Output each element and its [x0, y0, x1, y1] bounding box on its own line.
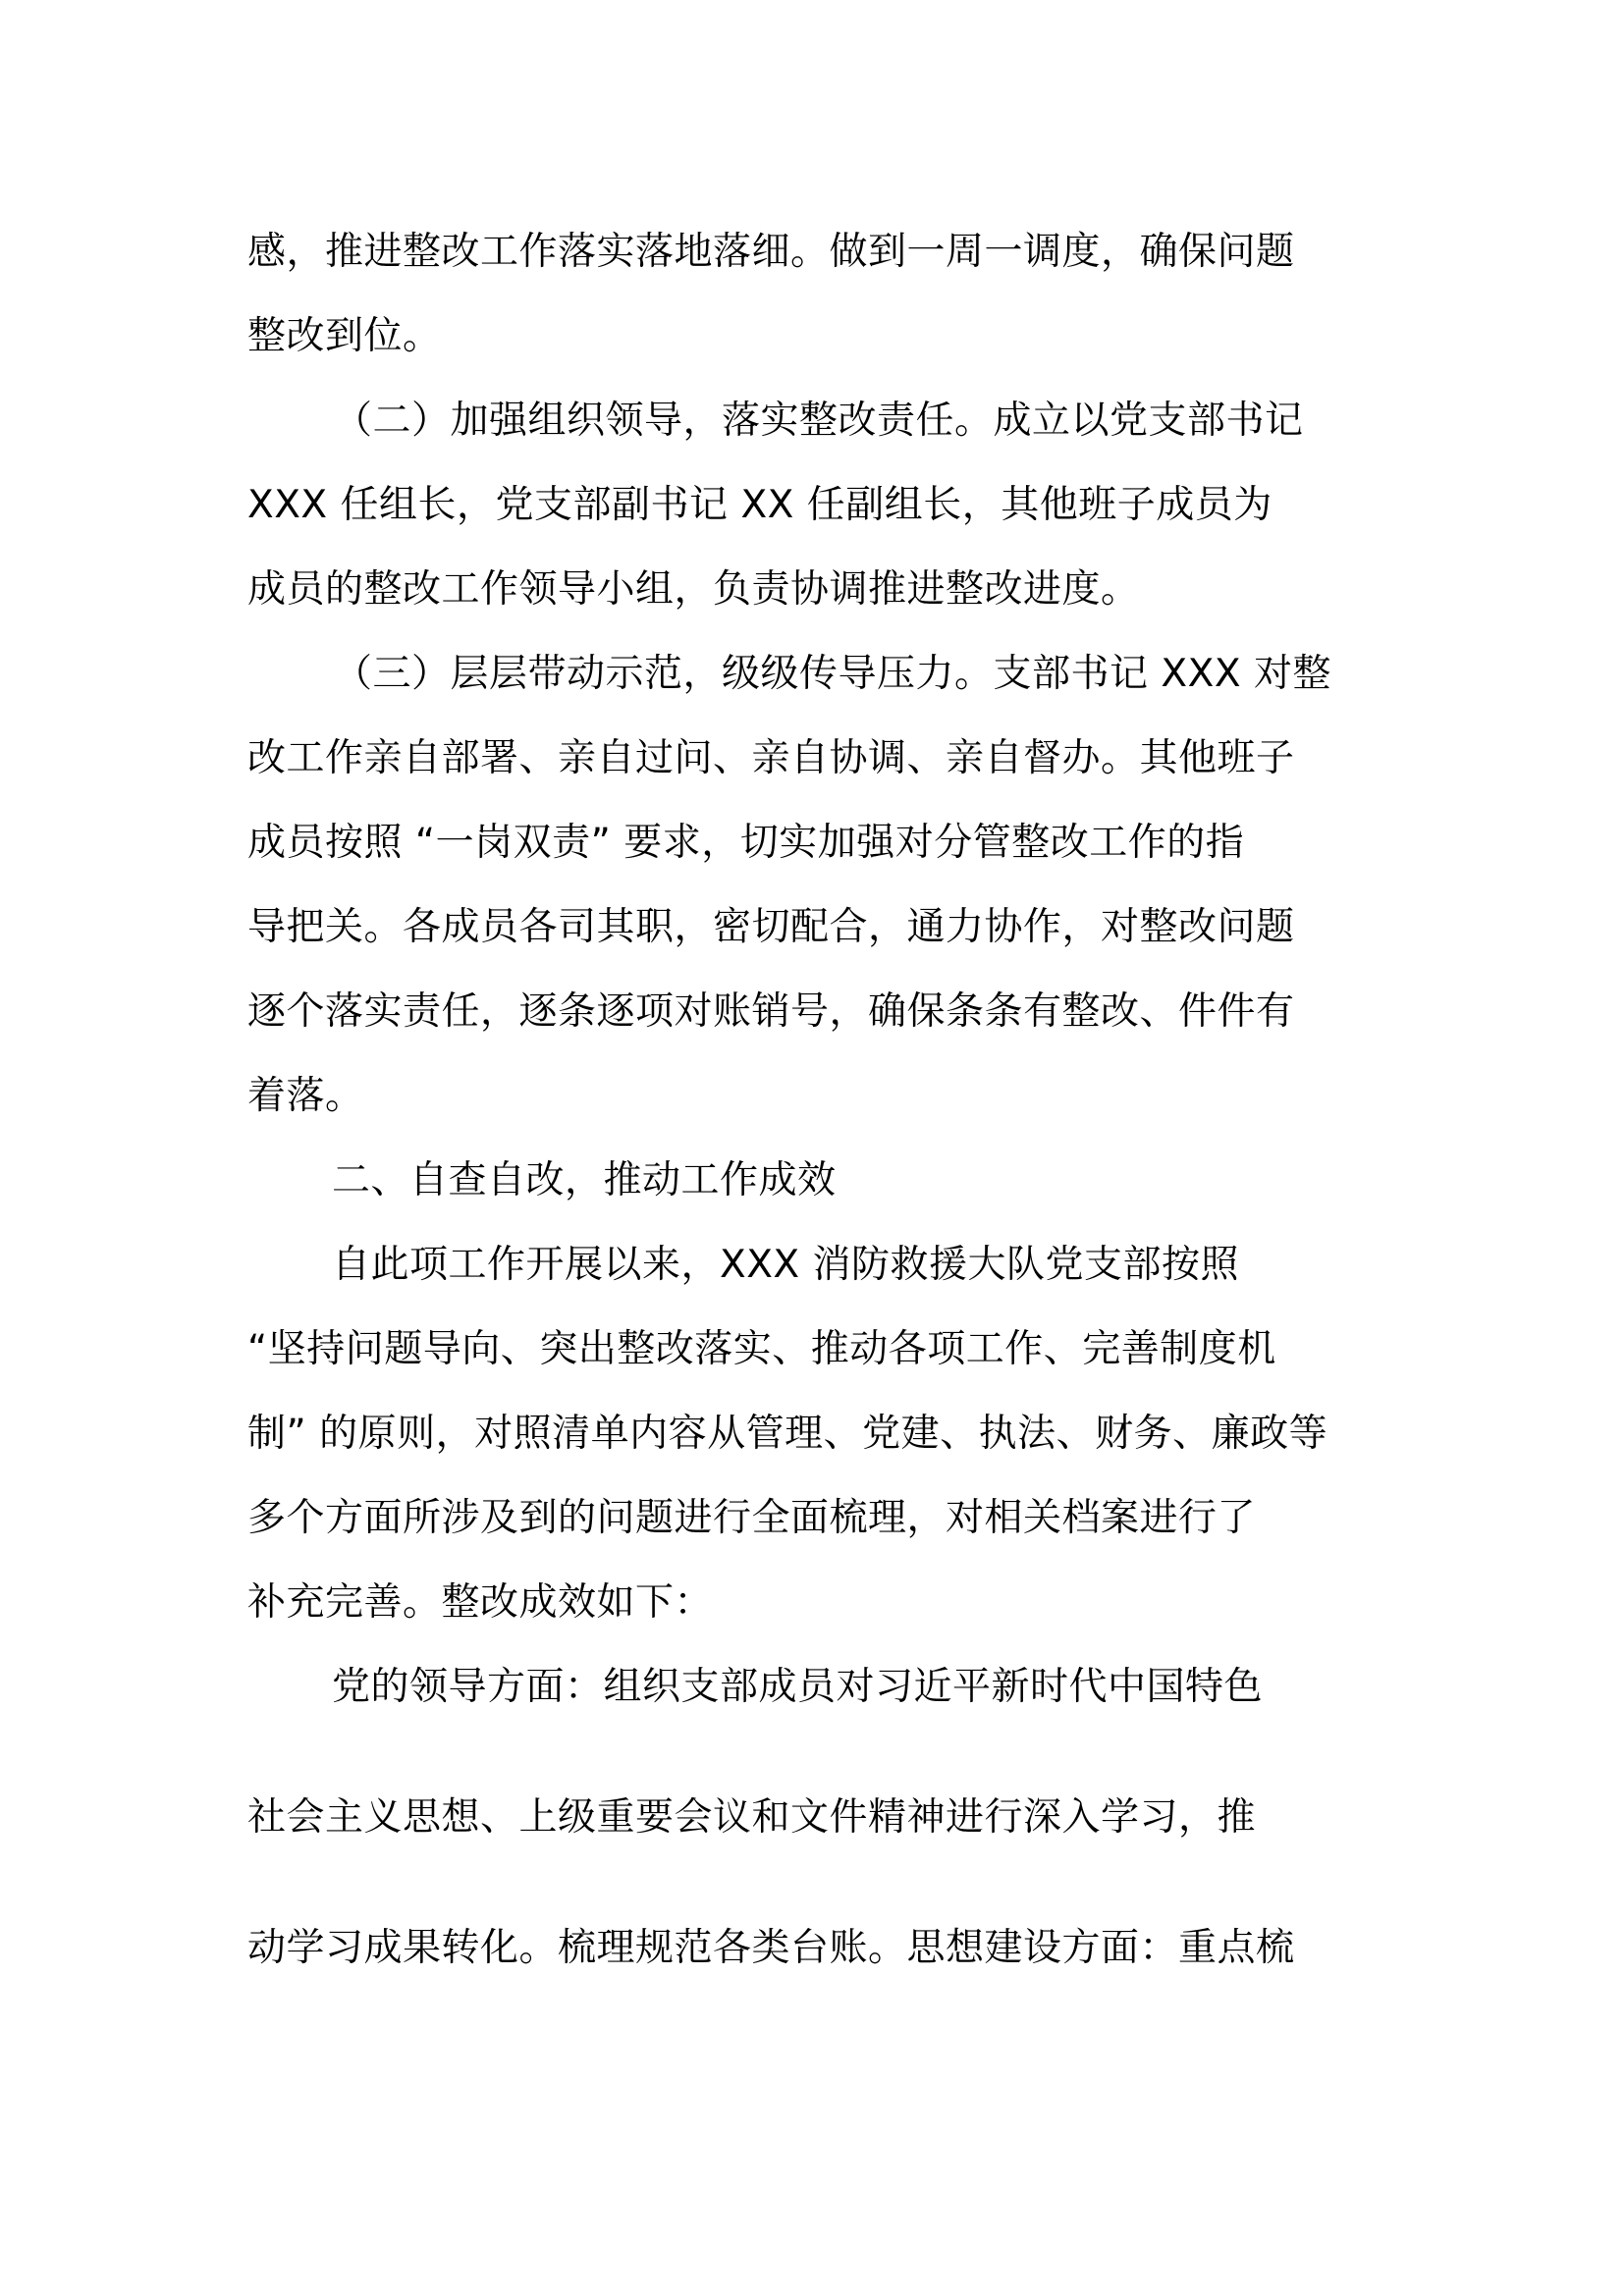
paragraph-line: “坚持问题导向、突出整改落实、推动各项工作、完善制度机 [247, 1327, 1276, 1371]
paragraph-line: XXX 任组长，党支部副书记 XX 任副组长，其他班子成员为 [247, 483, 1272, 527]
paragraph-line: 多个方面所涉及到的问题进行全面梳理，对相关档案进行了 [247, 1496, 1257, 1540]
section-heading: 二、自查自改，推动工作成效 [332, 1158, 837, 1202]
paragraph-line: 社会主义思想、上级重要会议和文件精神进行深入学习，推 [247, 1795, 1257, 1840]
paragraph-line: 自此项工作开展以来，XXX 消防救援大队党支部按照 [332, 1243, 1240, 1287]
paragraph-line: 整改到位。 [247, 314, 442, 358]
paragraph-line: 着落。 [247, 1074, 364, 1118]
paragraph-line: 补充完善。整改成效如下： [247, 1580, 714, 1625]
paragraph-line: 动学习成果转化。梳理规范各类台账。思想建设方面：重点梳 [247, 1926, 1295, 1970]
subheading-line: （二）加强组织领导，落实整改责任。成立以党支部书记 [334, 399, 1304, 443]
paragraph-line: 感，推进整改工作落实落地落细。做到一周一调度，确保问题 [247, 230, 1295, 274]
paragraph-line: 改工作亲自部署、亲自过问、亲自协调、亲自督办。其他班子 [247, 736, 1295, 780]
paragraph-line: 成员按照 “一岗双责” 要求，切实加强对分管整改工作的指 [247, 821, 1245, 865]
paragraph-line: 制” 的原则，对照清单内容从管理、党建、执法、财务、廉政等 [247, 1412, 1328, 1456]
subheading-line: （三）层层带动示范，级级传导压力。支部书记 XXX 对整 [334, 652, 1331, 696]
paragraph-line: 成员的整改工作领导小组，负责协调推进整改进度。 [247, 567, 1140, 612]
paragraph-line: 导把关。各成员各司其职，密切配合，通力协作，对整改问题 [247, 905, 1295, 949]
paragraph-line: 逐个落实责任，逐条逐项对账销号，确保条条有整改、件件有 [247, 989, 1295, 1034]
paragraph-line: 党的领导方面：组织支部成员对习近平新时代中国特色 [332, 1665, 1264, 1709]
